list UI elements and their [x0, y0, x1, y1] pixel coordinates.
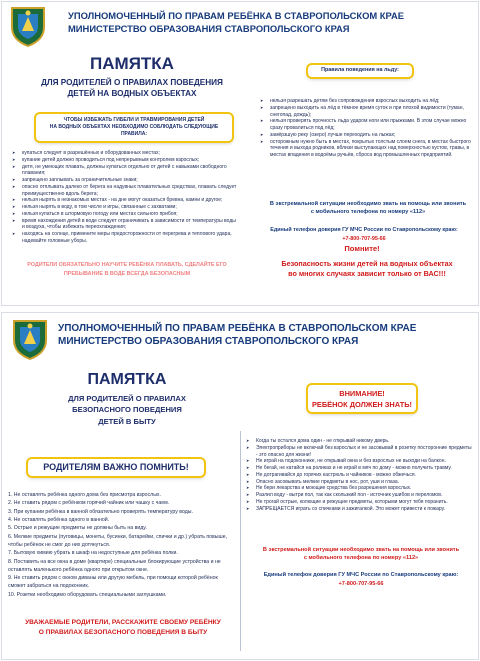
memo-subtitle-line-2: ДЕТЕЙ НА ВОДНЫХ ОБЪЕКТАХ	[67, 89, 197, 99]
header-line-2: МИНИСТЕРСТВО ОБРАЗОВАНИЯ СТАВРОПОЛЬСКОГО КРАЯ	[68, 23, 350, 34]
ice-rules-title: Правила поведения на льду:	[308, 65, 412, 77]
rules-intro-line-1: ЧТОБЫ ИЗБЕЖАТЬ ГИБЕЛИ И ТРАВМИРОВАНИЯ ДЕТЕЙ	[63, 117, 205, 123]
child-rule-item: ➤ Разлил воду - вытри пол, так как скользкий пол - источник ушибов и переломов.	[246, 492, 474, 499]
child-safety-responsibility	[260, 259, 474, 280]
water-rule-item: ➤ опасно отплывать далеко от берега на надувных плавательных средствах, плавать следует преимущественно вдоль берега;	[12, 184, 238, 198]
parents-rule-item: 10. Розетки необходимо оборудовать специальными заглушками.	[8, 591, 167, 598]
learn-to-swim-line-2: ПРЕБЫВАНИЕ В ВОДЕ ВСЕГДА БЕЗОПАСНЫМ	[63, 270, 191, 277]
parents-appeal	[12, 618, 234, 638]
parents-rules-list	[8, 491, 234, 599]
memo-subtitle-line-1: ДЛЯ РОДИТЕЛЕЙ О ПРАВИЛАХ ПОВЕДЕНИЯ	[41, 78, 223, 87]
water-rule-item: ➤ купание детей должно проводиться под непрерывным контролем взрослых;	[12, 157, 238, 164]
child-rule-item: ➤ Не трогай острые, колющие и режущие предметы, которыми могут тебя поранить.	[246, 499, 474, 506]
water-rule-item: ➤ купаться следует в разрешённых и оборудованных местах;	[12, 150, 238, 157]
emergency-line-1: В экстремальной ситуации необходимо звать на помощь или звонить	[269, 201, 467, 207]
parents-rule-item: 9. Не ставить рядом с окном диваны или другую мебель, при помощи которой ребёнок сможет забраться на подоконник.	[8, 575, 218, 590]
parents-rule-item: 7. Бытовую химию убрать в шкаф на недоступные для ребёнка полки.	[8, 550, 178, 557]
ice-rule-item: ➤ осторожным нужно быть в местах, покрытых толстым слоем снега, в местах быстрого течения и выхода родников, вблизи выступающих над поверхностью кустов, травы, в местах впадения в водоёмы ручьёв, сброса вод промышленных предприятий.	[260, 139, 472, 159]
header-line-2: МИНИСТЕРСТВО ОБРАЗОВАНИЯ СТАВРОПОЛЬСКОГО КРАЯ	[58, 336, 359, 347]
responsibility-line-1: Безопасность жизни детей на водных объектах	[281, 259, 453, 268]
child-rules-list	[246, 438, 474, 512]
emergency-line-1: В экстремальной ситуации необходимо звать на помощь или звонить	[262, 547, 460, 553]
parents-rule-item: 1. Не оставлять ребёнка одного дома без присмотра взрослых.	[8, 492, 161, 498]
parents-rule-item: 5. Острые и режущие предметы не должны быть на виду.	[8, 525, 147, 532]
parents-appeal-line-2: О ПРАВИЛАХ БЕЗОПАСНОГО ПОВЕДЕНИЯ В БЫТУ	[38, 629, 208, 637]
parents-appeal-line-1: УВАЖАЕМЫЕ РОДИТЕЛИ, РАССКАЖИТЕ СВОЕМУ РЕБЁНКУ	[25, 619, 221, 626]
parents-rule-item: 8. Поставить на все окна в доме (квартире) специальные блокирующие устройства и не оставлять маленького ребёнка одного при открытом окне.	[8, 558, 221, 573]
ice-rule-item: ➤ нельзя проверять прочность льда ударом ноги или прыжками. В этом случае можно сразу провалиться под лёд;	[260, 118, 472, 132]
responsibility-line-2: во многих случаях зависит только от ВАС!!!	[288, 269, 446, 279]
memo-subtitle-line-2: БЕЗОПАСНОГО ПОВЕДЕНИЯ	[72, 405, 182, 415]
emergency-call-note	[248, 546, 474, 563]
child-rule-item: ➤ ЗАПРЕЩАЕТСЯ играть со спичками и зажигалкой. Это может привести к пожару.	[246, 506, 474, 513]
water-rule-item: ➤ нельзя нырять в незнакомых местах - на дне могут оказаться бревна, камни и другое;	[12, 197, 238, 204]
hotline-block	[254, 226, 474, 244]
remember-heading: Помните!	[344, 244, 380, 253]
memo-subtitle	[42, 393, 212, 427]
parents-rule-item: 2. Не ставить рядом с ребёнком горячий чайник или чашку с чаем.	[8, 500, 170, 507]
attention-line-1: ВНИМАНИЕ!	[339, 389, 385, 398]
parents-remember-box: РОДИТЕЛЯМ ВАЖНО ПОМНИТЬ!	[28, 459, 204, 476]
memo-subtitle-line-3: ДЕТЕЙ В БЫТУ	[98, 416, 156, 426]
rules-intro-box	[36, 114, 232, 141]
child-rule-item: ➤ Не бегай, не катайся на роликах и не играй в мяч по дому - можно получить травму.	[246, 465, 474, 472]
header-line-1: УПОЛНОМОЧЕННЫЙ ПО ПРАВАМ РЕБЁНКА В СТАВРОПОЛЬСКОМ КРАЕ	[58, 323, 417, 334]
learn-to-swim-line-1: РОДИТЕЛИ ОБЯЗАТЕЛЬНО НАУЧИТЕ РЕБЁНКА ПЛАВАТЬ, СДЕЛАЙТЕ ЕГО	[27, 262, 227, 268]
child-rule-item: ➤ Электроприборы не включай без взрослых и не засовывай в розетку посторонние предметы - это опасно для жизни!	[246, 445, 474, 459]
child-rule-item: ➤ Не бери лекарства и моющие средства без разрешения взрослых.	[246, 485, 474, 492]
stavropol-coat-of-arms-icon	[8, 5, 48, 47]
parents-rule-item: 6. Мелкие предметы (пуговицы, монеты, бусинки, батарейки, спички и др.) убрать повыше, чтобы ребёнок не смог до них дотянуться.	[8, 533, 228, 548]
rules-intro-line-2: НА ВОДНЫХ ОБЪЕКТАХ НЕОБХОДИМО СОБЛЮДАТЬ СЛЕДУЮЩИЕ	[49, 124, 219, 130]
stavropol-coat-of-arms-icon	[10, 318, 50, 360]
hotline-block	[248, 571, 474, 589]
header-line-1: УПОЛНОМОЧЕННЫЙ ПО ПРАВАМ РЕБЁНКА В СТАВРОПОЛЬСКОМ КРАЕ	[68, 10, 404, 21]
rules-intro-line-3: ПРАВИЛА:	[120, 131, 148, 137]
hotline-number: +7-800-707-95-66	[342, 236, 386, 243]
ice-rule-item: ➤ запрещено выходить на лёд в тёмное время суток и при плохой видимости (туман, снегопад, дождь);	[260, 105, 472, 119]
emergency-call-note	[262, 200, 474, 216]
hotline-label: Единый телефон доверия ГУ МЧС России по Ставропольскому краю:	[263, 572, 459, 578]
parents-rule-item: 4. Не оставлять ребёнка одного в ванной.	[8, 516, 110, 523]
learn-to-swim-warning	[22, 261, 232, 278]
memo-subtitle	[22, 77, 242, 99]
attention-line-2: РЕБЁНОК ДОЛЖЕН ЗНАТЬ!	[311, 400, 412, 410]
child-rule-item: ➤ Когда ты остался дома один - не открывай никому дверь.	[246, 438, 474, 445]
memo-title: ПАМЯТКА	[87, 371, 167, 388]
water-rule-item: ➤ находясь на солнце, примените меры предосторожности от перегрева и теплового удара, надевайте головные уборы.	[12, 231, 238, 245]
hotline-label: Единый телефон доверия ГУ МЧС России по Ставропольскому краю:	[270, 227, 458, 233]
attention-box	[308, 385, 416, 412]
water-rule-item: ➤ нельзя купаться в штормовую погоду или местах сильного прибоя;	[12, 211, 238, 218]
parents-rule-item: 3. При купании ребёнка в ванной обязательно проверять температуру воды.	[8, 508, 193, 515]
water-rule-item: ➤ время нахождения детей в воде следует ограничивать в зависимости от температуры воды и воздуха, чтобы избежать переохлаждения;	[12, 218, 238, 232]
water-rule-item: ➤ запрещено заплывать за ограничительные знаки;	[12, 177, 238, 184]
hotline-number: +7-800-707-95-66	[338, 580, 384, 587]
column-divider	[240, 431, 241, 651]
memo-title: ПАМЯТКА	[90, 54, 174, 73]
water-rule-item: ➤ детя, не умеющих плавать, должны купаться отдельно от детей с навыками свободного плавания;	[12, 164, 238, 178]
memo-subtitle-line-1: ДЛЯ РОДИТЕЛЕЙ О ПРАВИЛАХ	[68, 394, 186, 403]
ice-rule-item: ➤ замёрзшую реку (озеро) лучше переходить на лыжах;	[260, 132, 472, 139]
water-rules-list	[12, 150, 238, 245]
ice-rule-item: ➤ нельзя разрешать детям без сопровождения взрослых выходить на лёд;	[260, 98, 472, 105]
child-rule-item: ➤ Не дотрагивайся до горячих кастрюль и чайников - можно обжечься.	[246, 472, 474, 479]
ice-rules-list	[260, 98, 472, 159]
child-rule-item: ➤ Опасно засовывать мелкие предметы в нос, рот, уши и глаза.	[246, 479, 474, 486]
water-rule-item: ➤ нельзя нырять в воду, в том числе и игры, связанные с захватами;	[12, 204, 238, 211]
emergency-line-2: с мобильного телефона по номеру «112»	[303, 555, 419, 562]
child-rule-item: ➤ Не играй на подоконнике, не открывай окна и без взрослых не выходи на балкон.	[246, 458, 474, 465]
home-safety-poster	[1, 312, 479, 660]
emergency-line-2: с мобильного телефона по номеру «112»	[310, 209, 426, 216]
water-safety-poster	[1, 1, 479, 306]
